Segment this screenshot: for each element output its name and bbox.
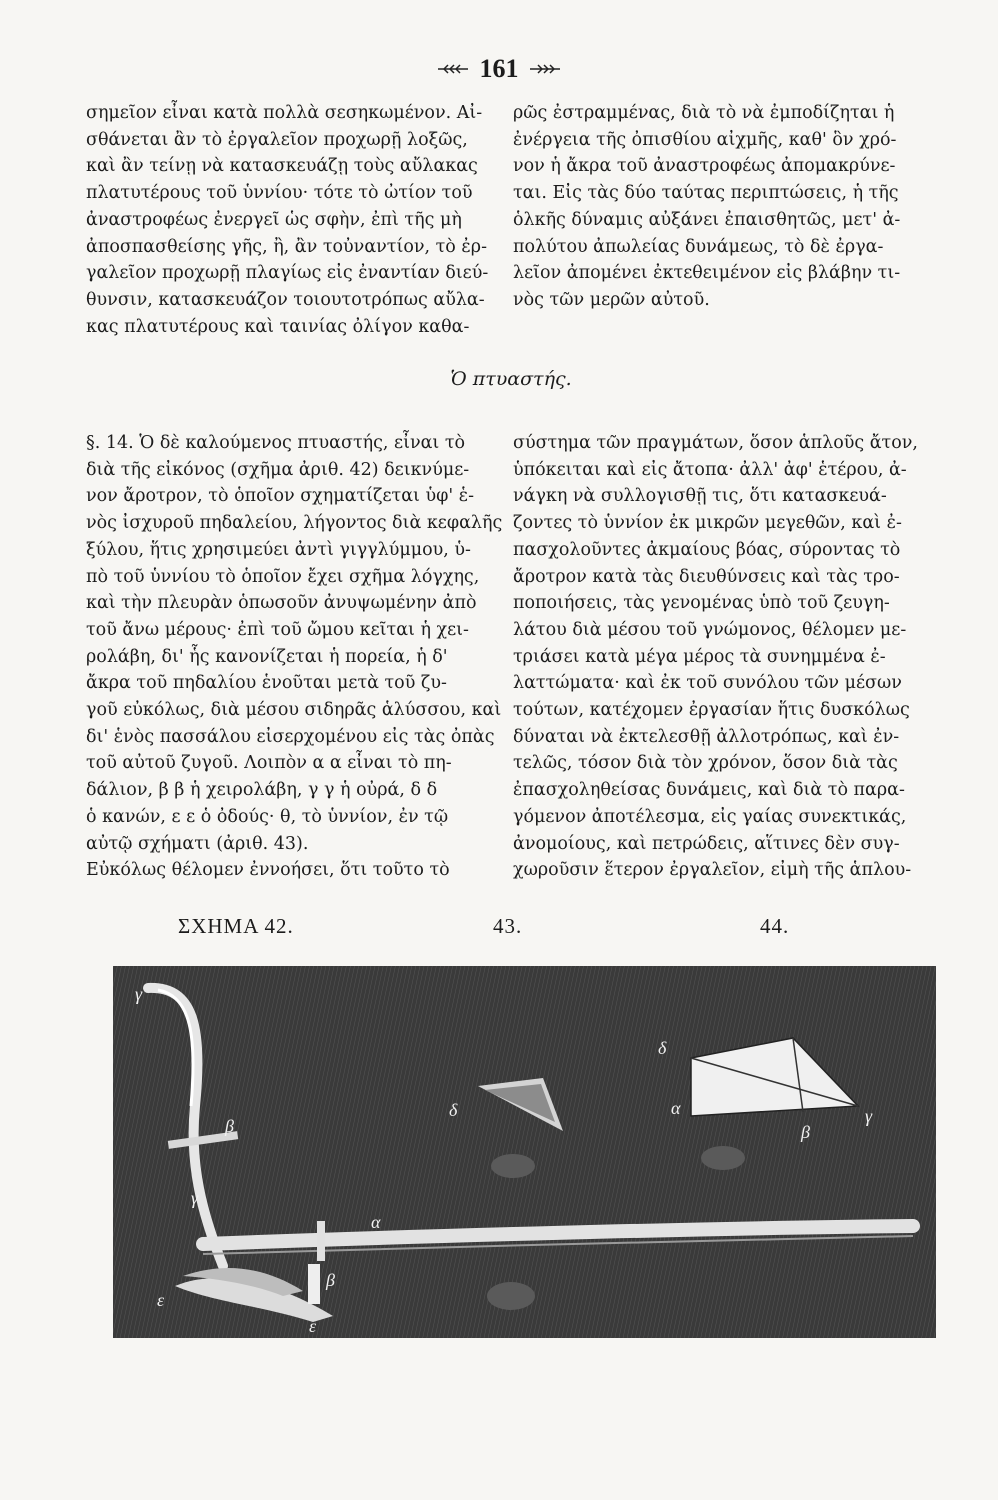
text-line: καὶ τὴν πλευρὰν ὁπωσοῦν ἀνυψωμένην ἀπὸ [86,593,477,614]
text-line: διὰ τῆς εἰκόνος (σχῆμα ἀριθ. 42) δεικνύμε- [86,459,470,480]
label-alpha-44: α [671,1098,681,1118]
text-line: γόμενον ἀποτέλεσμα, εἰς γαίας συνεκτικάς, [513,806,907,827]
label-beta-44: β [801,1122,810,1142]
soil-clod [491,1154,535,1178]
text-line: τούτων, κατέχομεν ἐργασίαν ἥτις δυσκόλως [513,700,910,721]
text-line: σθάνεται ἂν τὸ ἐργαλεῖον προχωρῇ λοξῶς, [86,129,468,150]
label-gamma-44: γ [865,1106,873,1126]
text-line: νον ἄροτρον, τὸ ὁποῖον σχηματίζεται ὑφ' ἑ- [86,486,475,507]
text-line: ἀνομοίους, καὶ πετρώδεις, αἵτινες δὲν συγ- [513,833,900,854]
text-line: χωροῦσιν ἕτερον ἐργαλεῖον, εἰμὴ τῆς ἁπλου- [513,860,912,881]
text-line: ἐνέργεια τῆς ὀπισθίου αἰχμῆς, καθ' ὃν χρό- [513,129,897,150]
soil-clod [701,1146,745,1170]
text-line: ται. Εἰς τὰς δύο ταύτας περιπτώσεις, ἡ τῆς [513,183,899,204]
text-line: πλατυτέρους τοῦ ὑννίου· τότε τὸ ὠτίον τοῦ [86,183,473,204]
label-epsilon-bottom: ε [309,1316,317,1336]
text-line: τοῦ ἄνω μέρους· ἐπὶ τοῦ ὤμου κεῖται ἡ χει- [86,619,469,640]
text-line: νὸς ἰσχυροῦ πηδαλείου, λήγοντος διὰ κεφαλῆς [86,513,503,534]
text-line: σημεῖον εἶναι κατὰ πολλὰ σεσηκωμένον. Αἰ- [86,103,483,123]
label-delta-43: δ [449,1100,458,1120]
text-line: γαλεῖον προχωρῇ πλαγίως εἰς ἐναντίαν διεύ- [86,263,489,284]
lower-right-column [513,430,933,884]
label-beta-lower: β [326,1270,335,1290]
text-line: σύστημα τῶν πραγμάτων, ὅσον ἁπλοῦς ἄτον, [513,433,918,453]
label-gamma-top: γ [135,984,143,1004]
text-line: νάγκη νὰ συλλογισθῇ τις, ὅτι κατασκευά- [513,486,887,507]
text-line: θυνσιν, κατασκευάζον τοιουτοτρόπως αὔλα- [86,289,485,310]
text-line: αὐτῷ σχήματι (ἀριθ. 43). [86,833,309,854]
right-ornament-icon [528,63,562,75]
text-line: ἄροτρον κατὰ τὰς διευθύνσεις καὶ τὰς τρο- [513,566,900,587]
text-line: πολύτου ἀπωλείας δυνάμεως, τὸ δὲ ἐργα- [513,236,884,257]
text-line: ἄκρα τοῦ πηδαλίου ἑνοῦται μετὰ τοῦ ζυ- [86,673,447,694]
upper-left-column [86,100,502,340]
text-line: καὶ ἂν τείνῃ νὰ κατασκευάζῃ τοὺς αὔλακας [86,156,478,177]
plough-engraving [113,966,936,1338]
plough-illustration [113,966,936,1338]
plough-upright-peg [317,1221,325,1261]
text-line: γοῦ εὐκόλως, διὰ μέσου σιδηρᾶς ἁλύσσου, καὶ [86,700,502,721]
text-line: ὁ κανών, ε ε ὁ ὀδούς· θ, τὸ ὑννίον, ἐν τῷ [86,806,449,827]
text-line: πὸ τοῦ ὑννίου τὸ ὁποῖον ἔχει σχῆμα λόγχης, [86,566,480,587]
text-line: ζοντες τὸ ὑννίον ἐκ μικρῶν μεγεθῶν, καὶ ἐ- [513,513,902,534]
text-line: ἀποσπασθείσης γῆς, ἢ, ἂν τοὐναντίον, τὸ ἐρ- [86,236,487,257]
plough-coulter [308,1264,320,1304]
upper-right-column [513,100,933,314]
text-line: ξύλου, ἥτις χρησιμεύει ἀντὶ γιγγλύμμου, ὑ- [86,539,471,560]
label-beta-left: β [225,1116,234,1136]
text-line: κας πλατυτέρους καὶ ταινίας ὀλίγον καθα- [86,316,470,337]
label-epsilon-left: ε [157,1290,165,1310]
text-line: §. 14. Ὁ δὲ καλούμενος πτυαστής, εἶναι τὸ [86,433,466,453]
page-number: 161 [479,54,519,83]
text-line: τελῶς, τόσον διὰ τὸν χρόνον, ὅσον διὰ τὰς [513,753,898,774]
text-line: λάτου διὰ μέσου τοῦ γνώμονος, θέλομεν με- [513,619,907,640]
text-line: νον ἡ ἄκρα τοῦ ἀναστροφέως ἀπομακρύνε- [513,156,896,177]
figure-43-label: 43. [493,914,523,938]
section-title: Ὁ πτυαστής. [450,368,572,390]
text-line: ρολάβη, δι' ἧς κανονίζεται ἡ πορεία, ἡ δ' [86,646,448,667]
text-line: νὸς τῶν μερῶν αὐτοῦ. [513,289,710,310]
text-line: Εὐκόλως θέλομεν ἐννοήσει, ὅτι τοῦτο τὸ [86,860,450,881]
left-ornament-icon [436,63,470,75]
page-header [0,54,998,84]
figure-42-label: ΣΧΗΜΑ 42. [178,914,294,938]
lower-left-column [86,430,502,884]
text-line: δι' ἑνὸς πασσάλου εἰσερχομένου εἰς τὰς ὀπὰς [86,726,495,747]
text-line: ἐπασχοληθείσας δυνάμεις, καὶ διὰ τὸ παρα- [513,780,905,801]
text-line: δάλιον, β β ἡ χειρολάβη, γ γ ἡ οὐρά, δ δ [86,780,438,801]
text-line: λαττώματα· καὶ ἐκ τοῦ συνόλου τῶν μέσων [513,673,902,694]
text-line: τριάσει κατὰ μέγα μέρος τὰ συνημμένα ἐ- [513,646,886,667]
text-line: ὑπόκειται καὶ εἰς ἄτοπα· ἀλλ' ἀφ' ἑτέρου, ἀ- [513,459,907,480]
text-line: δύναται νὰ ἐκτελεσθῇ ἀλλοτρόπως, καὶ ἐν- [513,726,900,747]
figure-44-label: 44. [760,914,790,938]
text-line: ἀναστροφέως ἐνεργεῖ ὡς σφὴν, ἐπὶ τῆς μὴ [86,209,462,230]
soil-clod [487,1282,535,1310]
text-line: τοῦ αὐτοῦ ζυγοῦ. Λοιπὸν α α εἶναι τὸ πη- [86,753,452,774]
text-line: ρῶς ἐστραμμένας, διὰ τὸ νὰ ἐμποδίζηται ἡ [513,103,895,123]
label-gamma-mid: γ [191,1188,199,1208]
label-delta-44: δ [658,1038,667,1058]
text-line: ποποιήσεις, τὰς γενομένας ὑπὸ τοῦ ζευγη- [513,593,890,614]
text-line: ὁλκῆς δύναμις αὐξάνει ἐπαισθητῶς, μετ' ἀ- [513,209,901,230]
label-alpha-beam: α [371,1212,381,1232]
text-line: λεῖον ἀπομένει ἐκτεθειμένον εἰς βλάβην τι- [513,263,901,284]
text-line: πασχολοῦντες ἀκμαίους βόας, σύροντας τὸ [513,539,901,560]
